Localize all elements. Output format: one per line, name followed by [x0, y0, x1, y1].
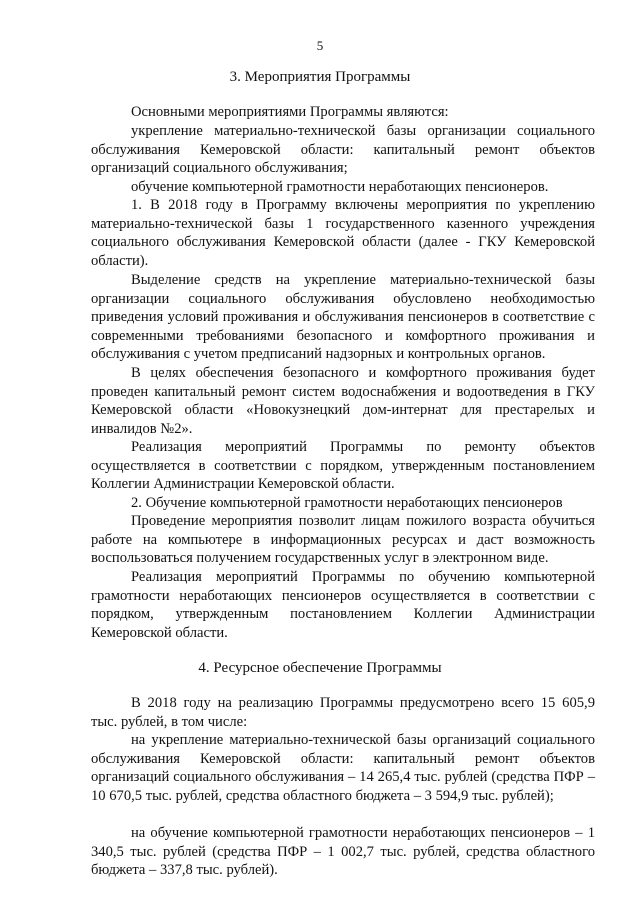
section-3-paragraph-9: Проведение мероприятия позволит лицам пожилого возраста обучиться работе на компьютере в информационных ресурсах и даст возможность воспользоваться получением государственных услуг в электронном виде.	[91, 513, 595, 567]
section-4-paragraph-2: на укрепление материально-технической базы организаций социального обслуживания Кемеровской области: капитальный ремонт объектов организаций социального обслуживания – 14 265,4 тыс. рублей (средства ПФР – 10 670,5 тыс. рублей, средства областного бюджета – 3 594,9 тыс. рублей);	[91, 732, 595, 804]
section-3-paragraph-7: Реализация мероприятий Программы по ремонту объектов осуществляется в соответствии с порядком, утвержденным постановлением Коллегии Администрации Кемеровской области.	[91, 439, 595, 493]
section-3-paragraph-6: В целях обеспечения безопасного и комфортного проживания будет проведен капитальный ремонт систем водоснабжения и водоотведения в ГКУ Кемеровской области «Новокузнецкий дом-интернат для престарелых и инвалидов №2».	[91, 365, 595, 437]
section-3-paragraph-2: укрепление материально-технической базы организации социального обслуживания Кемеровской области: капитальный ремонт объектов организаций социального обслуживания;	[91, 123, 595, 177]
section-3-paragraph-8: 2. Обучение компьютерной грамотности неработающих пенсионеров	[131, 495, 563, 511]
section-3-title: 3. Мероприятия Программы	[229, 69, 411, 85]
section-3-paragraph-5: Выделение средств на укрепление материально-технической базы организации социального обслуживания обусловлено необходимостью приведения условий проживания и обслуживания пенсионеров в соответствие с современными требованиями безопасного и комфортного проживания и обслуживания с учетом предписаний надзорных и контрольных органов.	[91, 272, 595, 363]
section-4-paragraph-1: В 2018 году на реализацию Программы предусмотрено всего 15 605,9 тыс. рублей, в том числе:	[91, 695, 595, 730]
section-3-paragraph-3: обучение компьютерной грамотности неработающих пенсионеров.	[131, 179, 549, 195]
section-4-title: 4. Ресурсное обеспечение Программы	[198, 660, 442, 676]
page-number: 5	[316, 38, 324, 53]
section-3-paragraph-1: Основными мероприятиями Программы являются:	[131, 104, 449, 120]
section-4-paragraph-3: на обучение компьютерной грамотности неработающих пенсионеров – 1 340,5 тыс. рублей (средства ПФР – 1 002,7 тыс. рублей, средства областного бюджета – 337,8 тыс. рублей).	[91, 825, 595, 879]
section-3-paragraph-4: 1. В 2018 году в Программу включены мероприятия по укреплению материально-технической базы 1 государственного казенного учреждения социального обслуживания Кемеровской области (далее - ГКУ Кемеровской области).	[91, 197, 595, 269]
section-3-paragraph-10: Реализация мероприятий Программы по обучению компьютерной грамотности неработающих пенсионеров осуществляется в соответствии с порядком, утвержденным постановлением Коллегии Администрации Кемеровской области.	[91, 569, 595, 641]
